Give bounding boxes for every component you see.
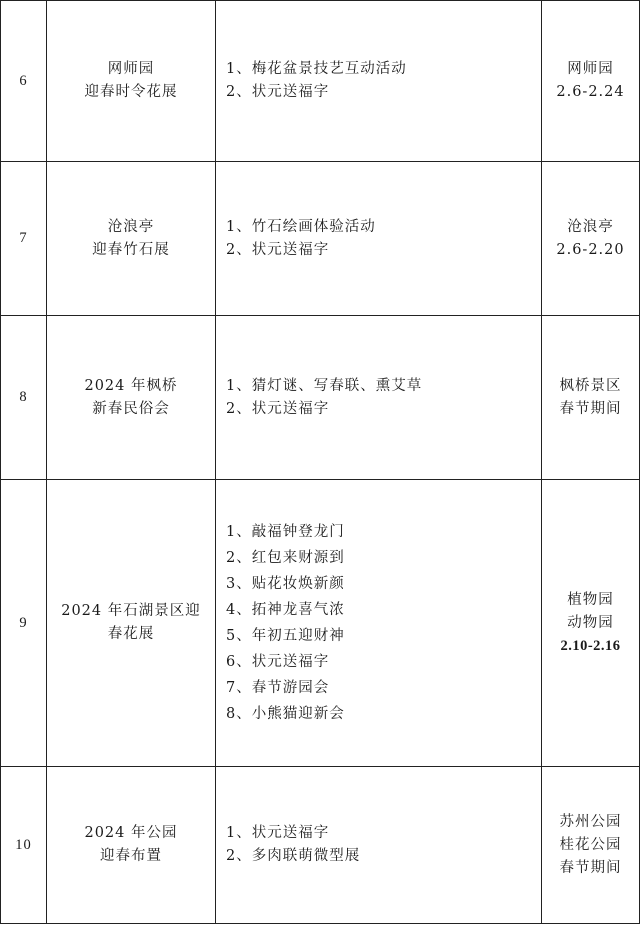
table-row xyxy=(1,162,640,316)
event-name-line: 迎春竹石展 xyxy=(92,241,170,258)
activity-item: 1、状元送福字 xyxy=(226,825,330,841)
event-name-line: 迎春时令花展 xyxy=(84,84,178,100)
location-line: 动物园 xyxy=(567,614,614,631)
event-activities xyxy=(216,1,542,162)
event-name xyxy=(47,767,216,924)
event-name-line: 迎春布置 xyxy=(100,848,162,864)
event-name-line: 2024 年公园 xyxy=(84,825,178,841)
activity-item: 2、状元送福字 xyxy=(226,400,330,417)
activity-item: 1、竹石绘画体验活动 xyxy=(226,218,376,235)
row-number: 10 xyxy=(1,767,47,924)
event-name-line: 2024 年枫桥 xyxy=(84,377,178,394)
activity-item: 8、小熊猫迎新会 xyxy=(226,706,345,722)
event-location-time xyxy=(542,162,640,316)
date-line: 2.6-2.20 xyxy=(556,241,625,258)
event-activities xyxy=(216,316,542,480)
date-line: 2.6-2.24 xyxy=(556,84,625,100)
event-name-line: 沧浪亭 xyxy=(107,218,155,235)
table-row xyxy=(1,480,640,767)
location-line: 沧浪亭 xyxy=(567,218,614,235)
activity-item: 4、拓神龙喜气浓 xyxy=(226,602,345,618)
location-line: 桂花公园 xyxy=(559,836,622,853)
table-row xyxy=(1,316,640,480)
activity-item: 7、春节游园会 xyxy=(226,680,330,696)
event-name-line: 新春民俗会 xyxy=(92,400,170,417)
event-name xyxy=(47,316,216,480)
activity-item: 1、猜灯谜、写春联、熏艾草 xyxy=(226,377,423,394)
location-line: 苏州公园 xyxy=(559,813,622,830)
row-number: 8 xyxy=(1,316,47,480)
time-line: 春节期间 xyxy=(559,859,622,876)
event-activities xyxy=(216,162,542,316)
table-row xyxy=(1,1,640,162)
location-line: 网师园 xyxy=(567,61,614,77)
event-name-line: 2024 年石湖景区迎 xyxy=(61,603,201,619)
location-line: 植物园 xyxy=(567,591,614,608)
event-name xyxy=(47,162,216,316)
activity-item: 2、红包来财源到 xyxy=(226,550,345,566)
activity-item: 6、状元送福字 xyxy=(226,654,330,670)
event-location-time xyxy=(542,1,640,162)
activity-item: 5、年初五迎财神 xyxy=(226,628,345,644)
activity-item: 1、敲福钟登龙门 xyxy=(226,524,345,540)
activity-item: 2、多肉联萌微型展 xyxy=(226,848,361,864)
event-name xyxy=(47,480,216,767)
event-activities xyxy=(216,767,542,924)
table-row xyxy=(1,767,640,924)
event-location-time xyxy=(542,480,640,767)
event-name xyxy=(47,1,216,162)
row-number: 6 xyxy=(1,1,47,162)
event-name-line: 网师园 xyxy=(107,61,155,77)
event-activities xyxy=(216,480,542,767)
date-line: 2.10-2.16 xyxy=(560,637,621,654)
row-number: 9 xyxy=(1,480,47,767)
activity-item: 2、状元送福字 xyxy=(226,84,330,100)
event-location-time xyxy=(542,316,640,480)
location-line: 枫桥景区 xyxy=(559,377,622,394)
row-number: 7 xyxy=(1,162,47,316)
activity-item: 1、梅花盆景技艺互动活动 xyxy=(226,61,407,77)
time-line: 春节期间 xyxy=(559,400,622,417)
activity-item: 2、状元送福字 xyxy=(226,241,330,258)
event-location-time xyxy=(542,767,640,924)
activity-item: 3、贴花妆焕新颜 xyxy=(226,576,345,592)
event-name-line: 春花展 xyxy=(107,626,155,642)
